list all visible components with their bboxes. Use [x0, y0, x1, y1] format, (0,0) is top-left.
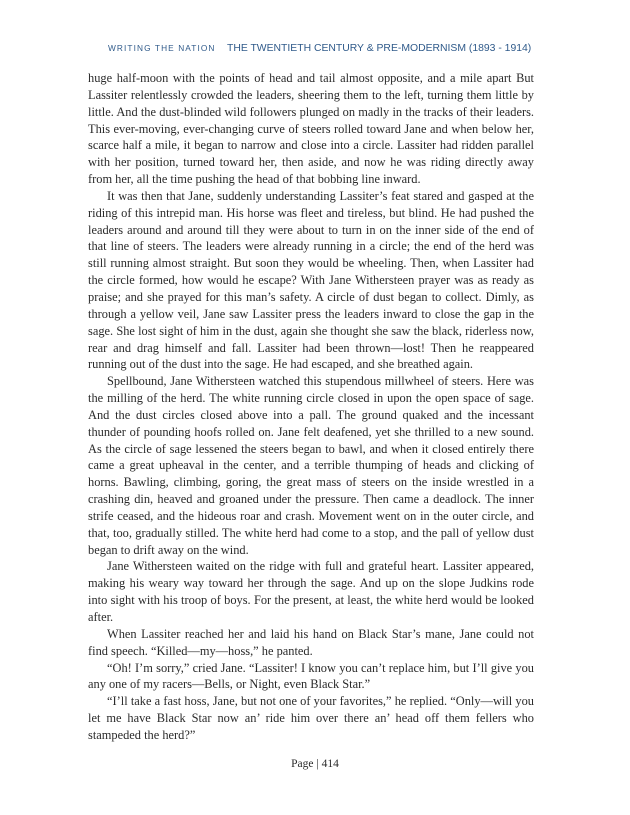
- paragraph-1: huge half-moon with the points of head and tail almost opposite, and a mile apart But Lassiter relentlessly crowded the leaders, sheering them to the left, turning them little by little. And the dust-blinded wild followers plunged on madly in the tracks of their leaders. This ever-moving, ever-changing curve of steers rolled toward Jane and when below her, scarce half a mile, it began to narrow and close into a circle. Lassiter had ridden parallel with her position, turned toward her, then aside, and now he was riding directly away from her, all the time pushing the head of that bobbing line inward.: [88, 71, 534, 187]
- page-number: Page | 414: [291, 758, 339, 770]
- header-chapter-title: THE TWENTIETH CENTURY & PRE-MODERNISM (1893 - 1914): [226, 43, 532, 54]
- paragraph-4: Jane Withersteen waited on the ridge with full and grateful heart. Lassiter appeared, making his weary way toward her through the sage. And up on the slope Judkins rode into sight with his troop of boys. For the present, at least, the white herd would be looked after.: [88, 559, 534, 624]
- running-header: [108, 38, 532, 56]
- paragraph-7: “I’ll take a fast hoss, Jane, but not one of your favorites,” he replied. “Only—will you let me have Black Star now an’ ride him over there an’ head off them fellers who stampeded the herd?”: [88, 694, 534, 742]
- paragraph-6: “Oh! I’m sorry,” cried Jane. “Lassiter! I know you can’t replace him, but I’ll give you any one of my racers—Bells, or Night, even Black Star.”: [88, 660, 534, 692]
- paragraph-3: Spellbound, Jane Withersteen watched this stupendous millwheel of steers. Here was the milling of the herd. The white running circle closed in upon the open space of sage. And the dust circles closed above into a pall. The ground quaked and the incessant thunder of pounding hoofs rolled on. Jane felt deafened, yet she thrilled to a new sound. As the circle of sage lessened the steers began to bawl, and when it closed entirely there came a great upheaval in the center, and a terrible thumping of heads and clicking of horns. Bawling, climbing, goring, the great mass of steers on the inside wrestled in a crashing din, heaved and groaned under the pressure. Then came a deadlock. The inner strife ceased, and the hideous roar and crash. Movement went on in the outer circle, and that, too, gradually stilled. The white herd had come to a stop, and the pall of yellow dust began to drift away on the wind.: [88, 374, 534, 557]
- body-text: [88, 70, 534, 744]
- paragraph-2: It was then that Jane, suddenly understanding Lassiter’s feat stared and gasped at the riding of this intrepid man. His horse was fleet and tireless, but blind. He had pushed the leaders around and around till they were about to turn in on the inner side of the end of that line of steers. The leaders were already running in a circle; the end of the herd was still running almost straight. But soon they would be wheeling. Then, when Lassiter had the circle formed, how would he escape? With Jane Withersteen prayer was as ready as praise; and she prayed for this man’s safety. A circle of dust began to collect. Dimly, as through a yellow veil, Jane saw Lassiter press the leaders inward to close the gap in the sage. She lost sight of him in the dust, again she thought she saw the black, riderless now, rear and drag himself and fall. Lassiter had been thrown—lost! Then he reappeared running out of the dust into the sage. He had escaped, and she breathed again.: [88, 188, 534, 372]
- header-section-title: WRITING THE NATION: [108, 43, 216, 53]
- paragraph-5: When Lassiter reached her and laid his hand on Black Star’s mane, Jane could not find speech. “Killed—my—hoss,” he panted.: [88, 626, 534, 658]
